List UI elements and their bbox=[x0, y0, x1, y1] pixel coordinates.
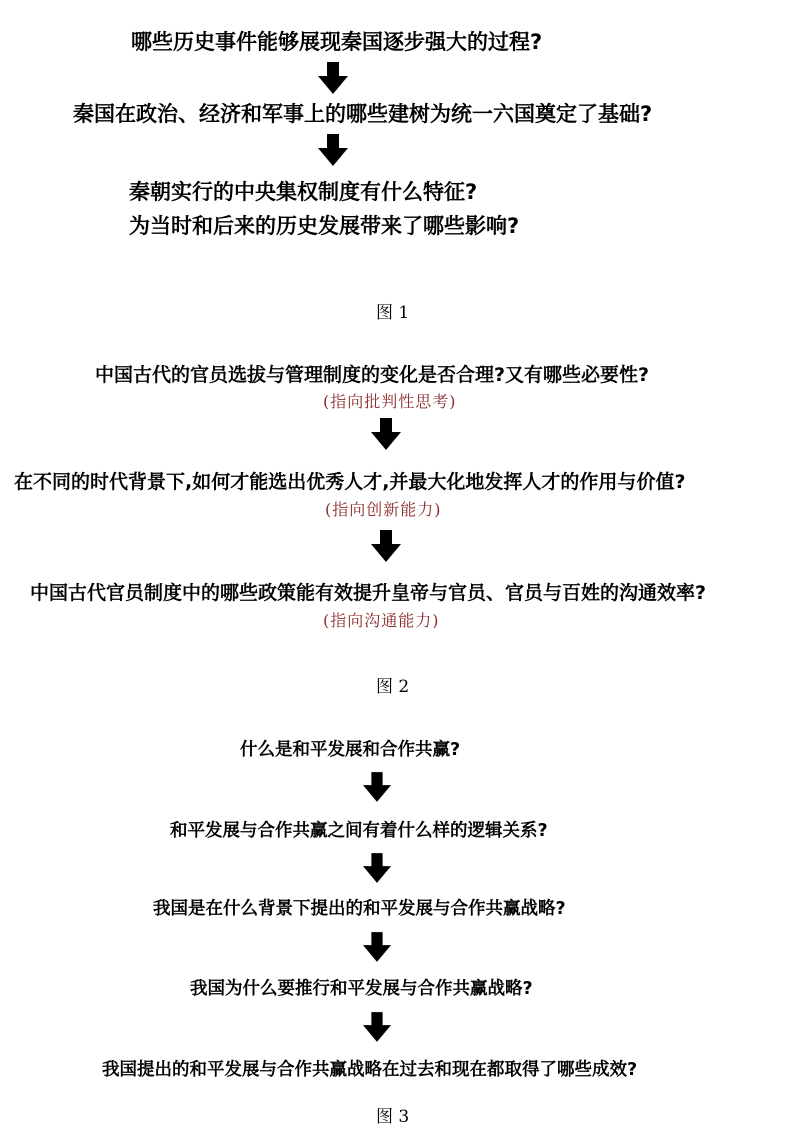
fig3-caption: 图 3 bbox=[376, 1107, 410, 1127]
fig2-question-3: 中国古代官员制度中的哪些政策能有效提升皇帝与官员、官员与百姓的沟通效率? bbox=[30, 582, 707, 604]
fig2-question-2: 在不同的时代背景下,如何才能选出优秀人才,并最大化地发挥人才的作用与价值? bbox=[14, 471, 686, 493]
fig3-question-4: 我国为什么要推行和平发展与合作共赢战略? bbox=[190, 979, 533, 999]
fig1-question-3-line-1: 秦朝实行的中央集权制度有什么特征? bbox=[129, 180, 478, 204]
fig2-question-1-note: (指向批判性思考) bbox=[323, 392, 457, 411]
fig1-question-1: 哪些历史事件能够展现秦国逐步强大的过程? bbox=[131, 30, 543, 54]
fig1-down-arrow-icon-1 bbox=[318, 62, 348, 94]
fig2-down-arrow-icon-1 bbox=[371, 418, 401, 450]
fig1-caption: 图 1 bbox=[376, 303, 410, 323]
fig3-question-1: 什么是和平发展和合作共赢? bbox=[240, 740, 461, 760]
fig2-question-2-note: (指向创新能力) bbox=[325, 500, 442, 519]
fig3-down-arrow-icon-4 bbox=[363, 1012, 391, 1042]
fig3-question-2: 和平发展与合作共赢之间有着什么样的逻辑关系? bbox=[170, 821, 548, 841]
fig3-question-5: 我国提出的和平发展与合作共赢战略在过去和现在都取得了哪些成效? bbox=[102, 1060, 638, 1080]
fig3-down-arrow-icon-3 bbox=[363, 932, 391, 962]
fig1-question-3-line-2: 为当时和后来的历史发展带来了哪些影响? bbox=[129, 214, 520, 238]
fig3-question-3: 我国是在什么背景下提出的和平发展与合作共赢战略? bbox=[153, 899, 566, 919]
fig2-question-3-note: (指向沟通能力) bbox=[323, 611, 440, 630]
fig2-down-arrow-icon-2 bbox=[371, 530, 401, 562]
fig2-caption: 图 2 bbox=[376, 677, 410, 697]
fig1-down-arrow-icon-2 bbox=[318, 134, 348, 166]
fig1-question-2: 秦国在政治、经济和军事上的哪些建树为统一六国奠定了基础? bbox=[73, 102, 653, 126]
fig2-question-1: 中国古代的官员选拔与管理制度的变化是否合理?又有哪些必要性? bbox=[95, 364, 650, 386]
fig3-down-arrow-icon-2 bbox=[363, 853, 391, 883]
fig3-down-arrow-icon-1 bbox=[363, 772, 391, 802]
